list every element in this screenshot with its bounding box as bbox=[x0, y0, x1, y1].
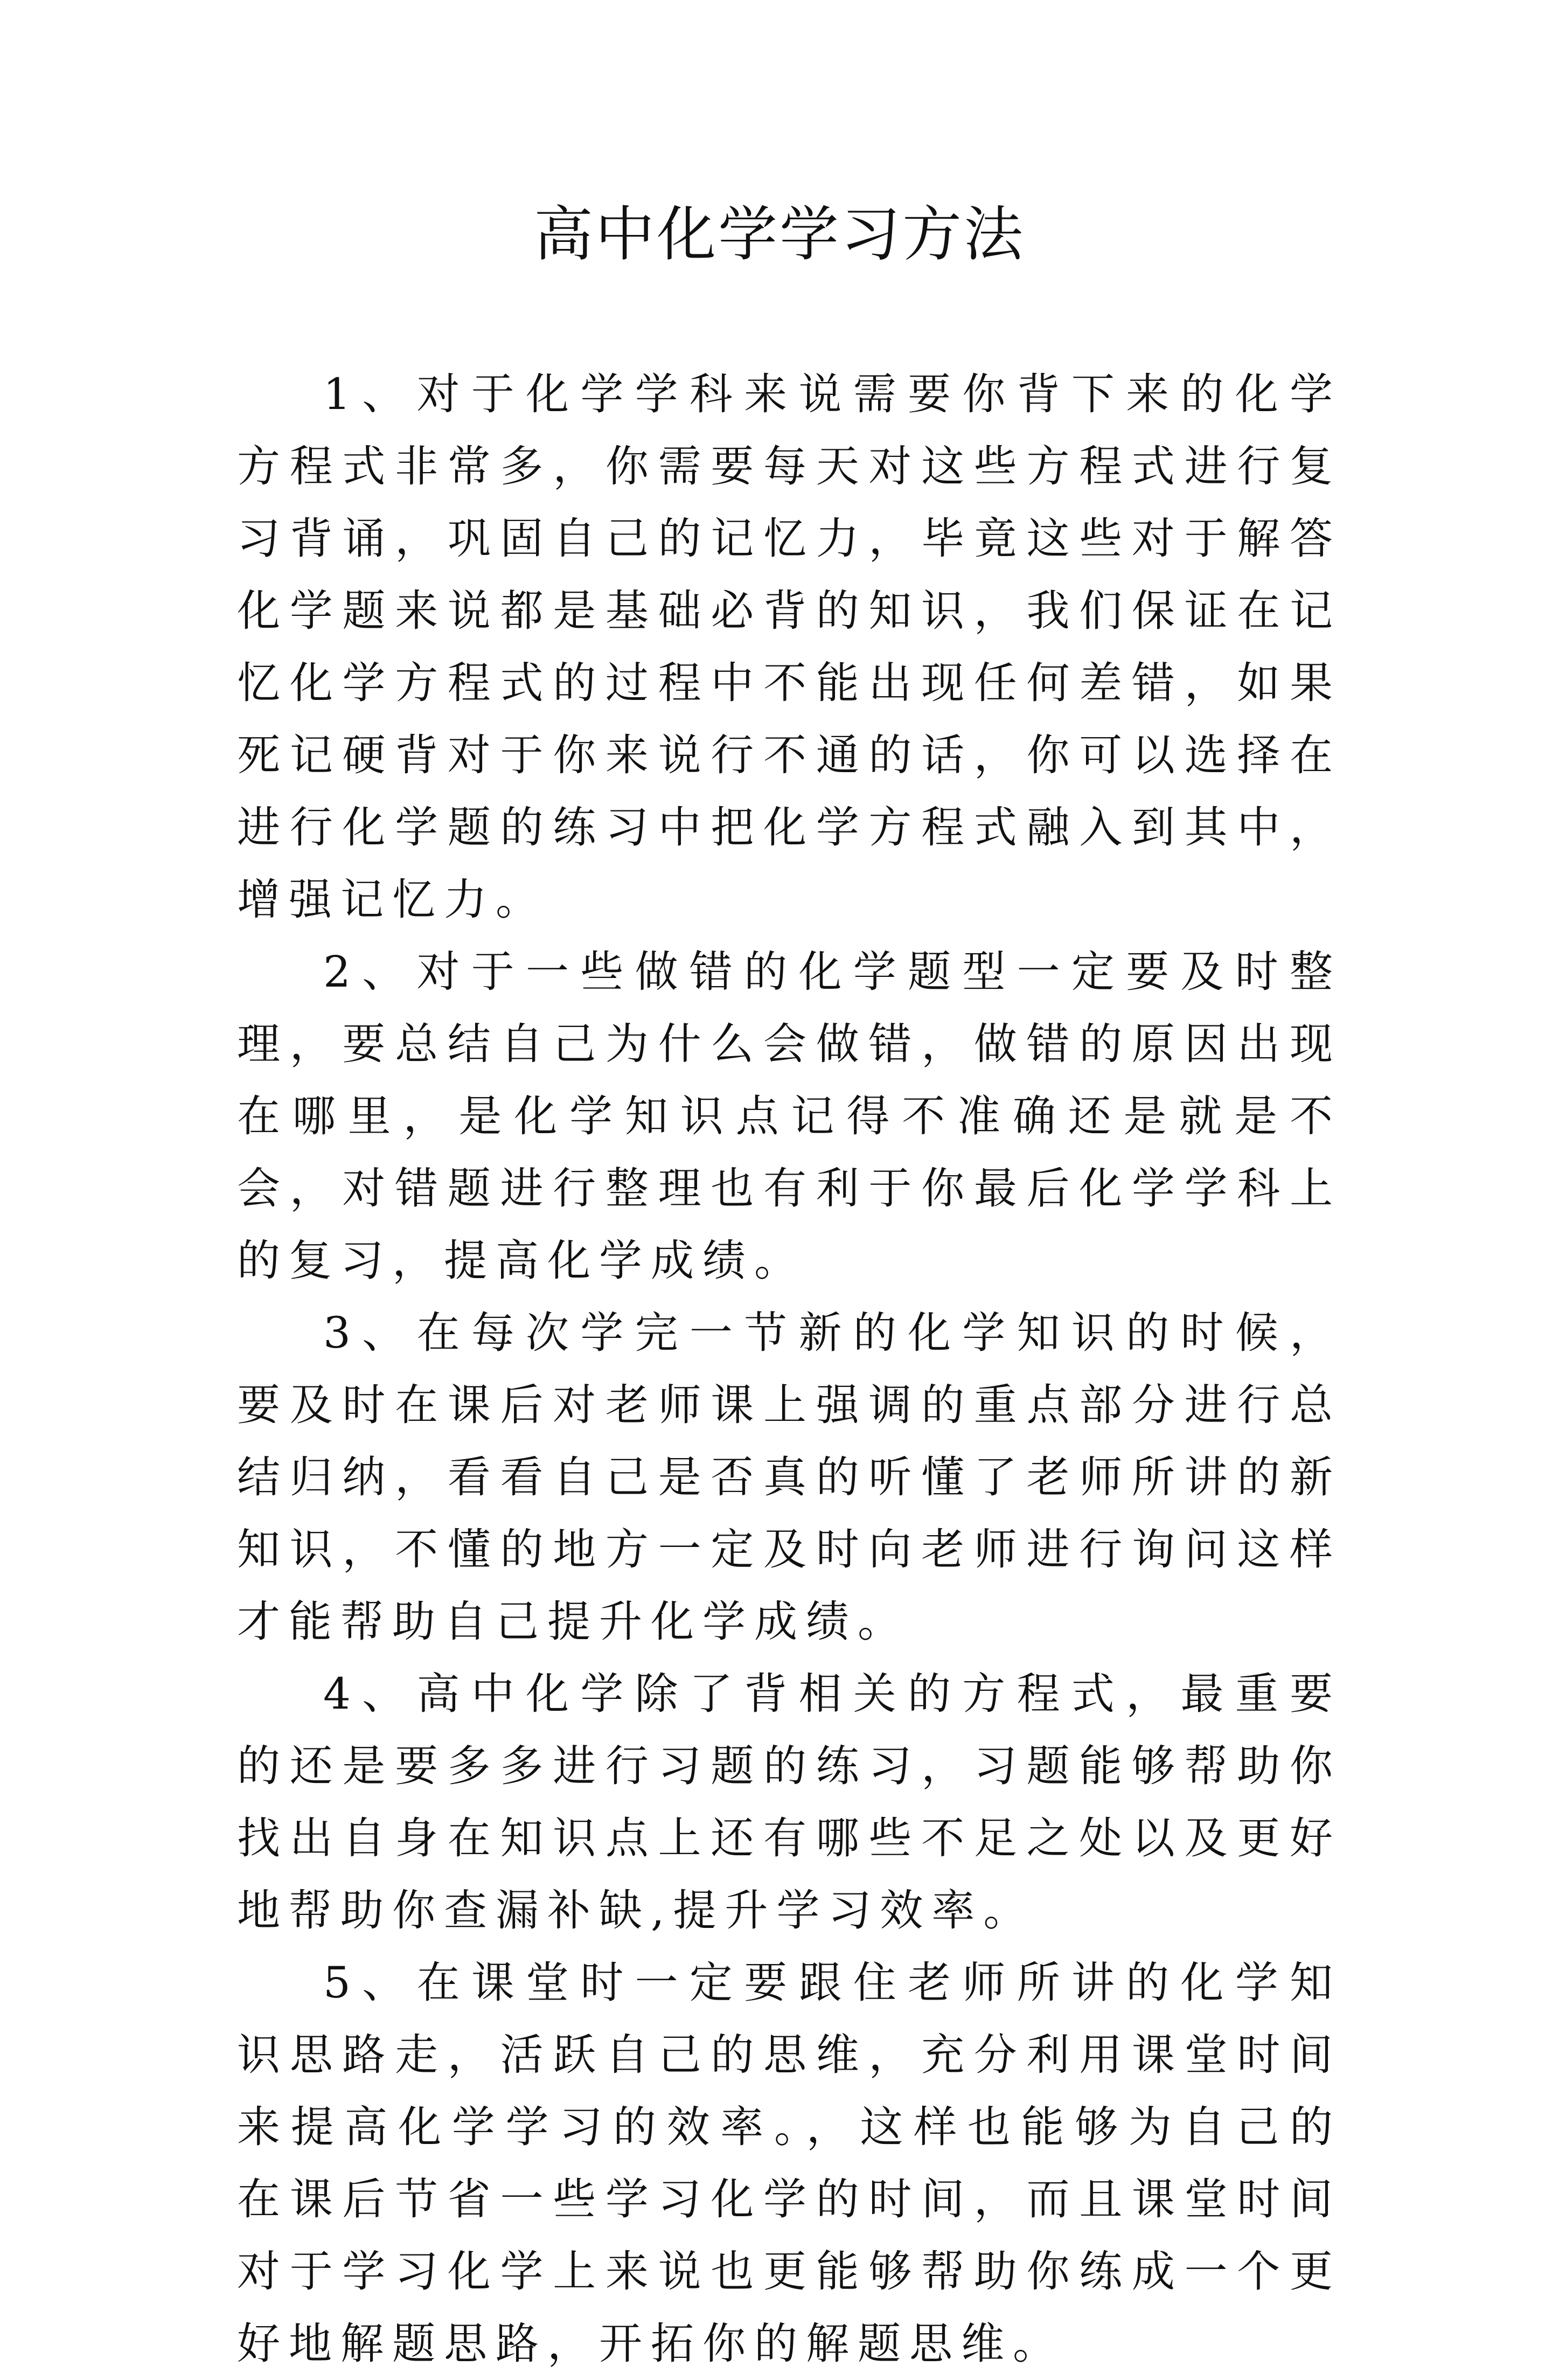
paragraph-2: 2、对于一些做错的化学题型一定要及时整理，要总结自己为什么会做错，做错的原因出现在哪里，是化学知识点记得不准确还是就是不会，对错题进行整理也有利于你最后化学学科上的复习，提高化学成绩。 bbox=[237, 947, 1341, 1286]
page-title: 高中化学学习方法 bbox=[534, 200, 1025, 269]
paragraph-1: 1、对于化学学科来说需要你背下来的化学方程式非常多，你需要每天对这些方程式进行复习背诵，巩固自己的记忆力，毕竟这些对于解答化学题来说都是基础必背的知识，我们保证在记忆化学方程式的过程中不能出现任何差错，如果死记硬背对于你来说行不通的话，你可以选择在进行化学题的练习中把化学方程式融入到其中，增强记忆力。 bbox=[237, 369, 1341, 925]
paragraph-3: 3、在每次学完一节新的化学知识的时候，要及时在课后对老师课上强调的重点部分进行总结归纳，看看自己是否真的听懂了老师所讲的新知识，不懂的地方一定及时向老师进行询问这样才能帮助自己提升化学成绩。 bbox=[237, 1308, 1341, 1647]
document-body bbox=[237, 358, 1341, 2380]
paragraph-5: 5、在课堂时一定要跟住老师所讲的化学知识思路走，活跃自己的思维，充分利用课堂时间来提高化学学习的效率。，这样也能够为自己的在课后节省一些学习化学的时间，而且课堂时间对于学习化学上来说也更能够帮助你练成一个更好地解题思路，开拓你的解题思维。 bbox=[237, 1958, 1341, 2369]
paragraph-4: 4、高中化学除了背相关的方程式，最重要的还是要多多进行习题的练习，习题能够帮助你找出自身在知识点上还有哪些不足之处以及更好地帮助你查漏补缺,提升学习效率。 bbox=[237, 1669, 1341, 1935]
